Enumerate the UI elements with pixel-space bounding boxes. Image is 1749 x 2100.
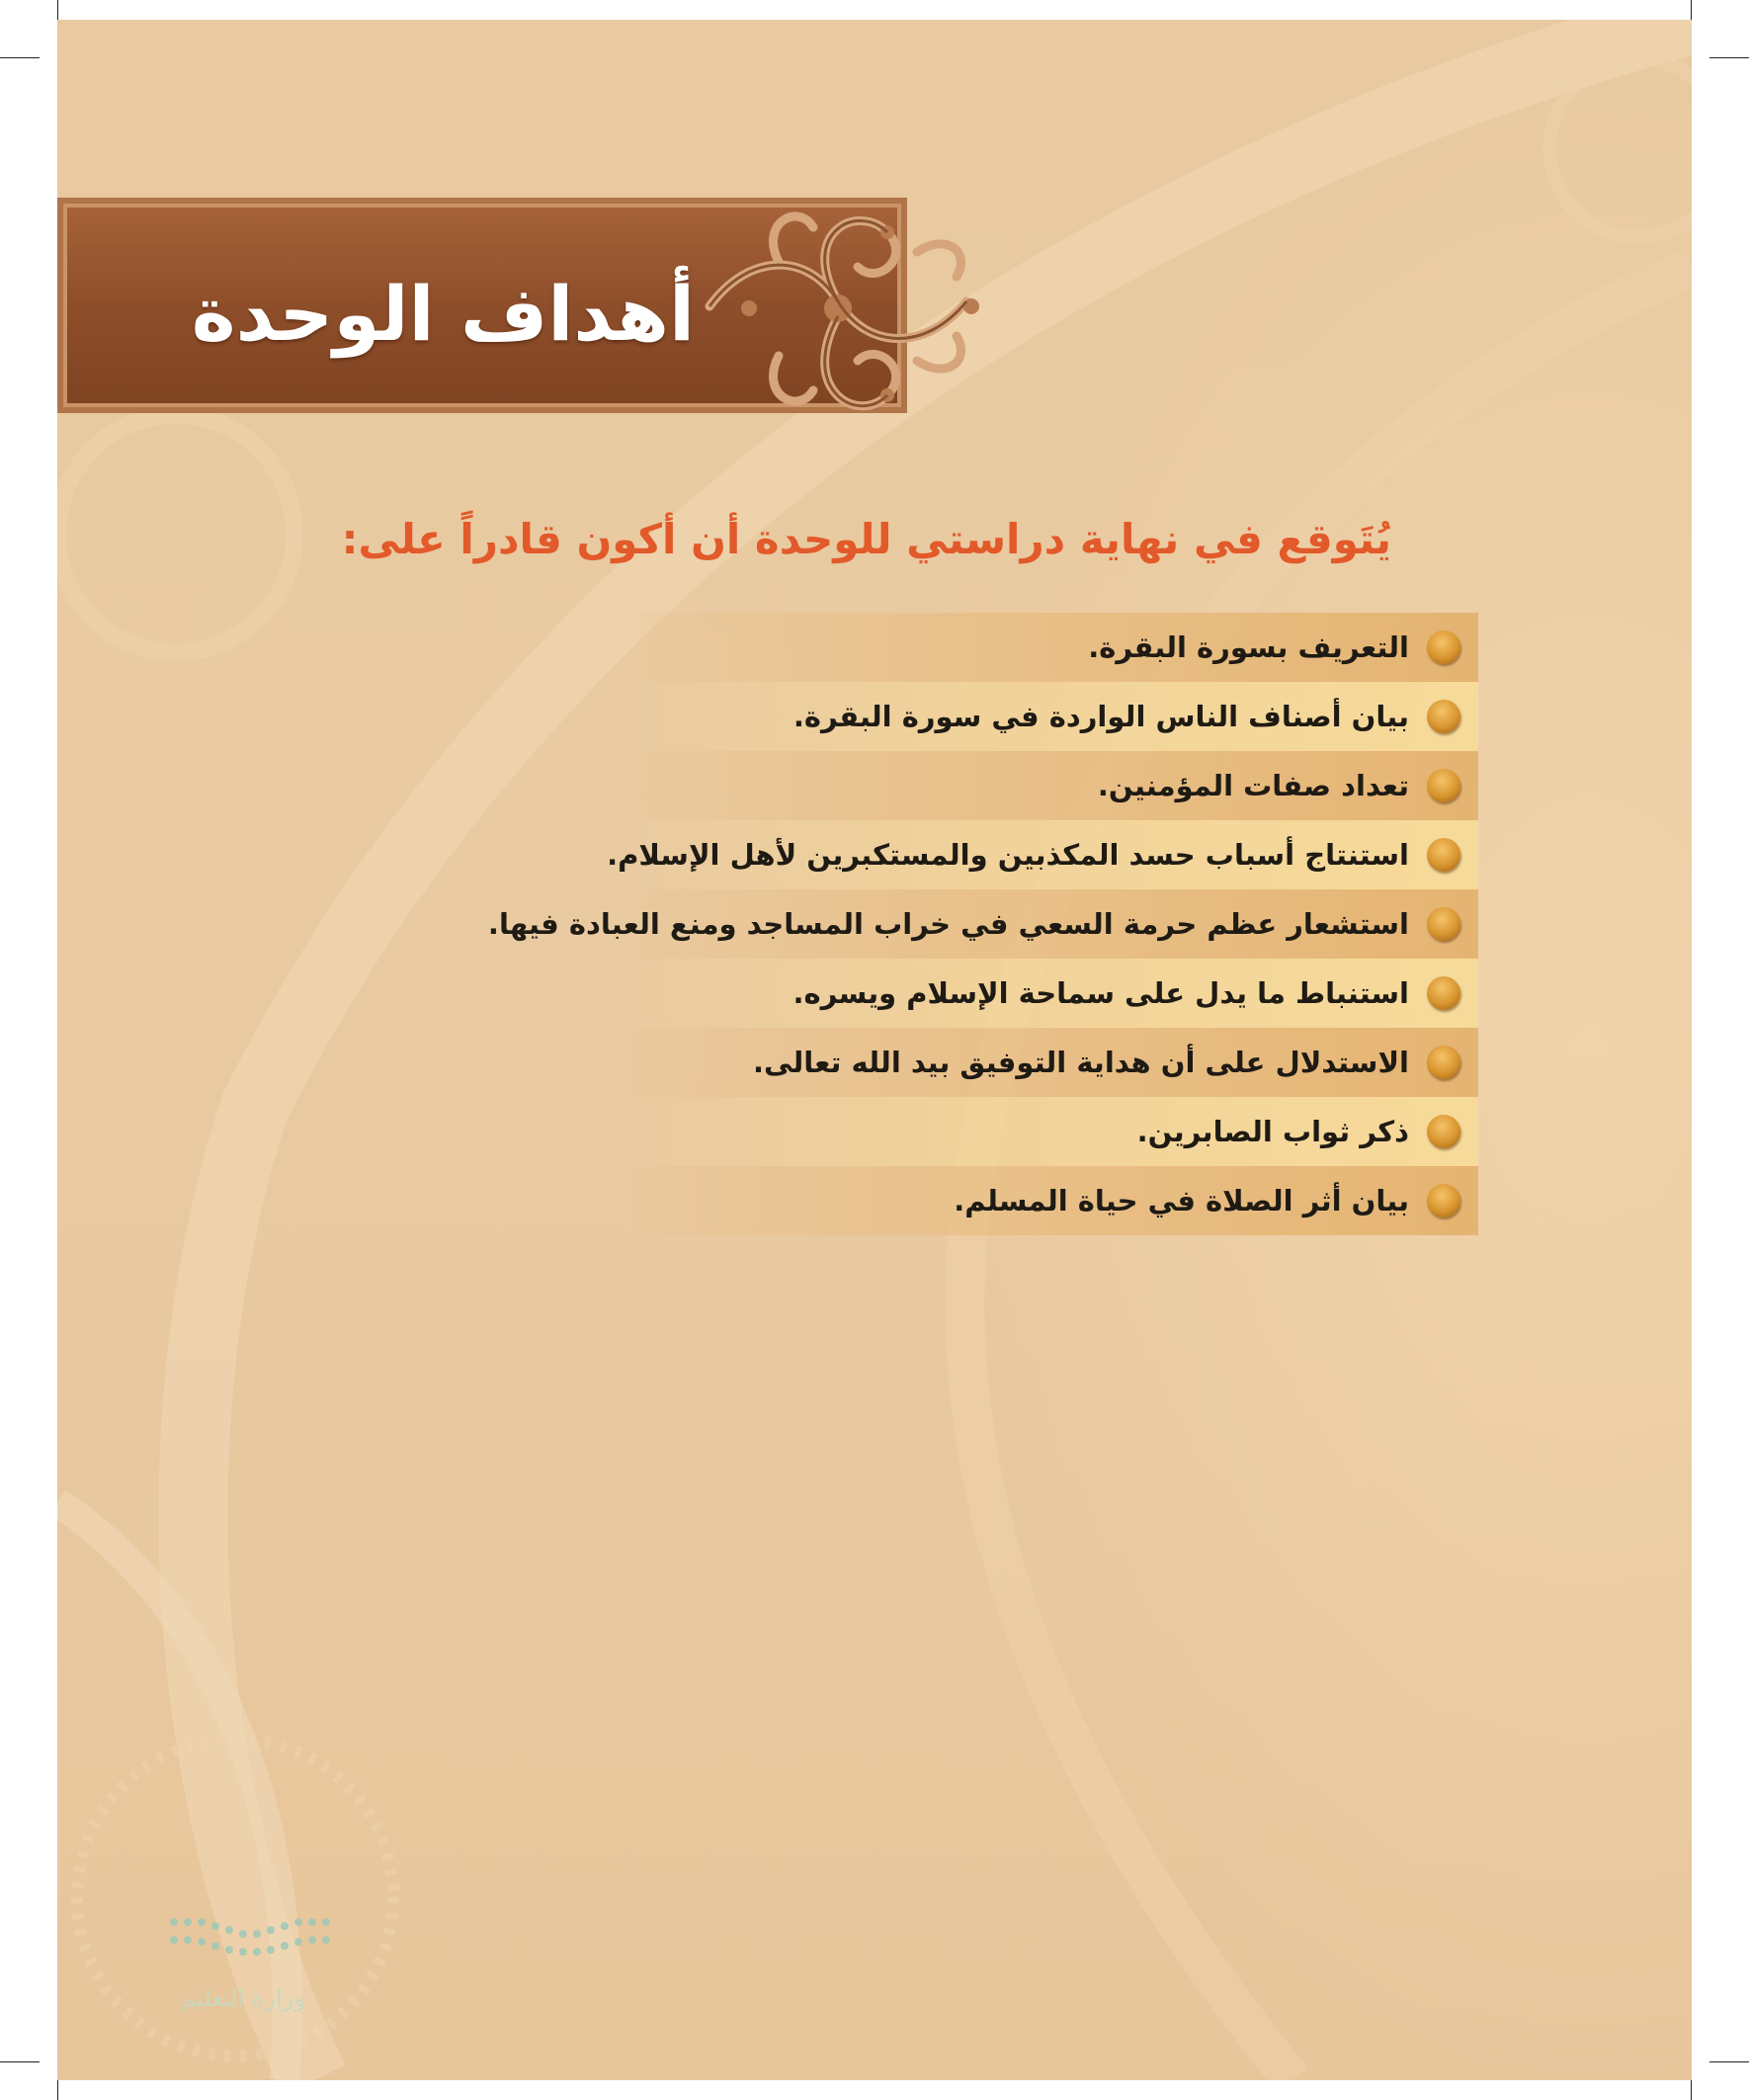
circle-bullet-icon [1427, 907, 1460, 941]
list-item [638, 613, 1478, 682]
crop-mark [1709, 2061, 1749, 2062]
list-item [638, 751, 1478, 820]
list-item [607, 820, 1478, 889]
objective-text: تعداد صفات المؤمنين. [1097, 769, 1409, 802]
circle-bullet-icon [1427, 1115, 1460, 1148]
objectives-list [487, 613, 1478, 1235]
list-item [638, 1097, 1478, 1166]
objective-text: استشعار عظم حرمة السعي في خراب المساجد ومنع العبادة فيها. [487, 907, 1409, 941]
circle-bullet-icon [1427, 1046, 1460, 1079]
list-item [638, 1166, 1478, 1235]
objective-text: بيان أثر الصلاة في حياة المسلم. [954, 1184, 1409, 1218]
arabesque-ornament-icon [690, 193, 986, 440]
objective-text: الاستدلال على أن هداية التوفيق بيد الله تعالى. [753, 1046, 1409, 1079]
page [57, 20, 1692, 2080]
objective-text: استنتاج أسباب حسد المكذبين والمستكبرين لأهل الإسلام. [607, 838, 1409, 872]
ministry-logo-text: وزارة التعليم [181, 1984, 305, 2012]
circle-bullet-icon [1427, 976, 1460, 1010]
circle-bullet-icon [1427, 838, 1460, 872]
circle-bullet-icon [1427, 700, 1460, 733]
objective-text: التعريف بسورة البقرة. [1088, 630, 1409, 664]
circle-bullet-icon [1427, 1184, 1460, 1218]
list-item [638, 959, 1478, 1028]
crop-mark [1709, 57, 1749, 58]
list-item [638, 682, 1478, 751]
circle-bullet-icon [1427, 630, 1460, 664]
ministry-logo-icon [154, 1902, 391, 2041]
intro-text: يُتَوقع في نهاية دراستي للوحدة أن أكون قادراً على: [341, 515, 1391, 563]
circle-bullet-icon [1427, 769, 1460, 802]
objective-text: استنباط ما يدل على سماحة الإسلام ويسره. [792, 976, 1409, 1010]
page-title: أهداف الوحدة [191, 270, 695, 358]
crop-mark [0, 2061, 40, 2062]
crop-mark [0, 57, 40, 58]
objective-text: بيان أصناف الناس الواردة في سورة البقرة. [792, 700, 1409, 733]
list-item [487, 889, 1478, 959]
list-item [638, 1028, 1478, 1097]
objective-text: ذكر ثواب الصابرين. [1136, 1115, 1409, 1148]
